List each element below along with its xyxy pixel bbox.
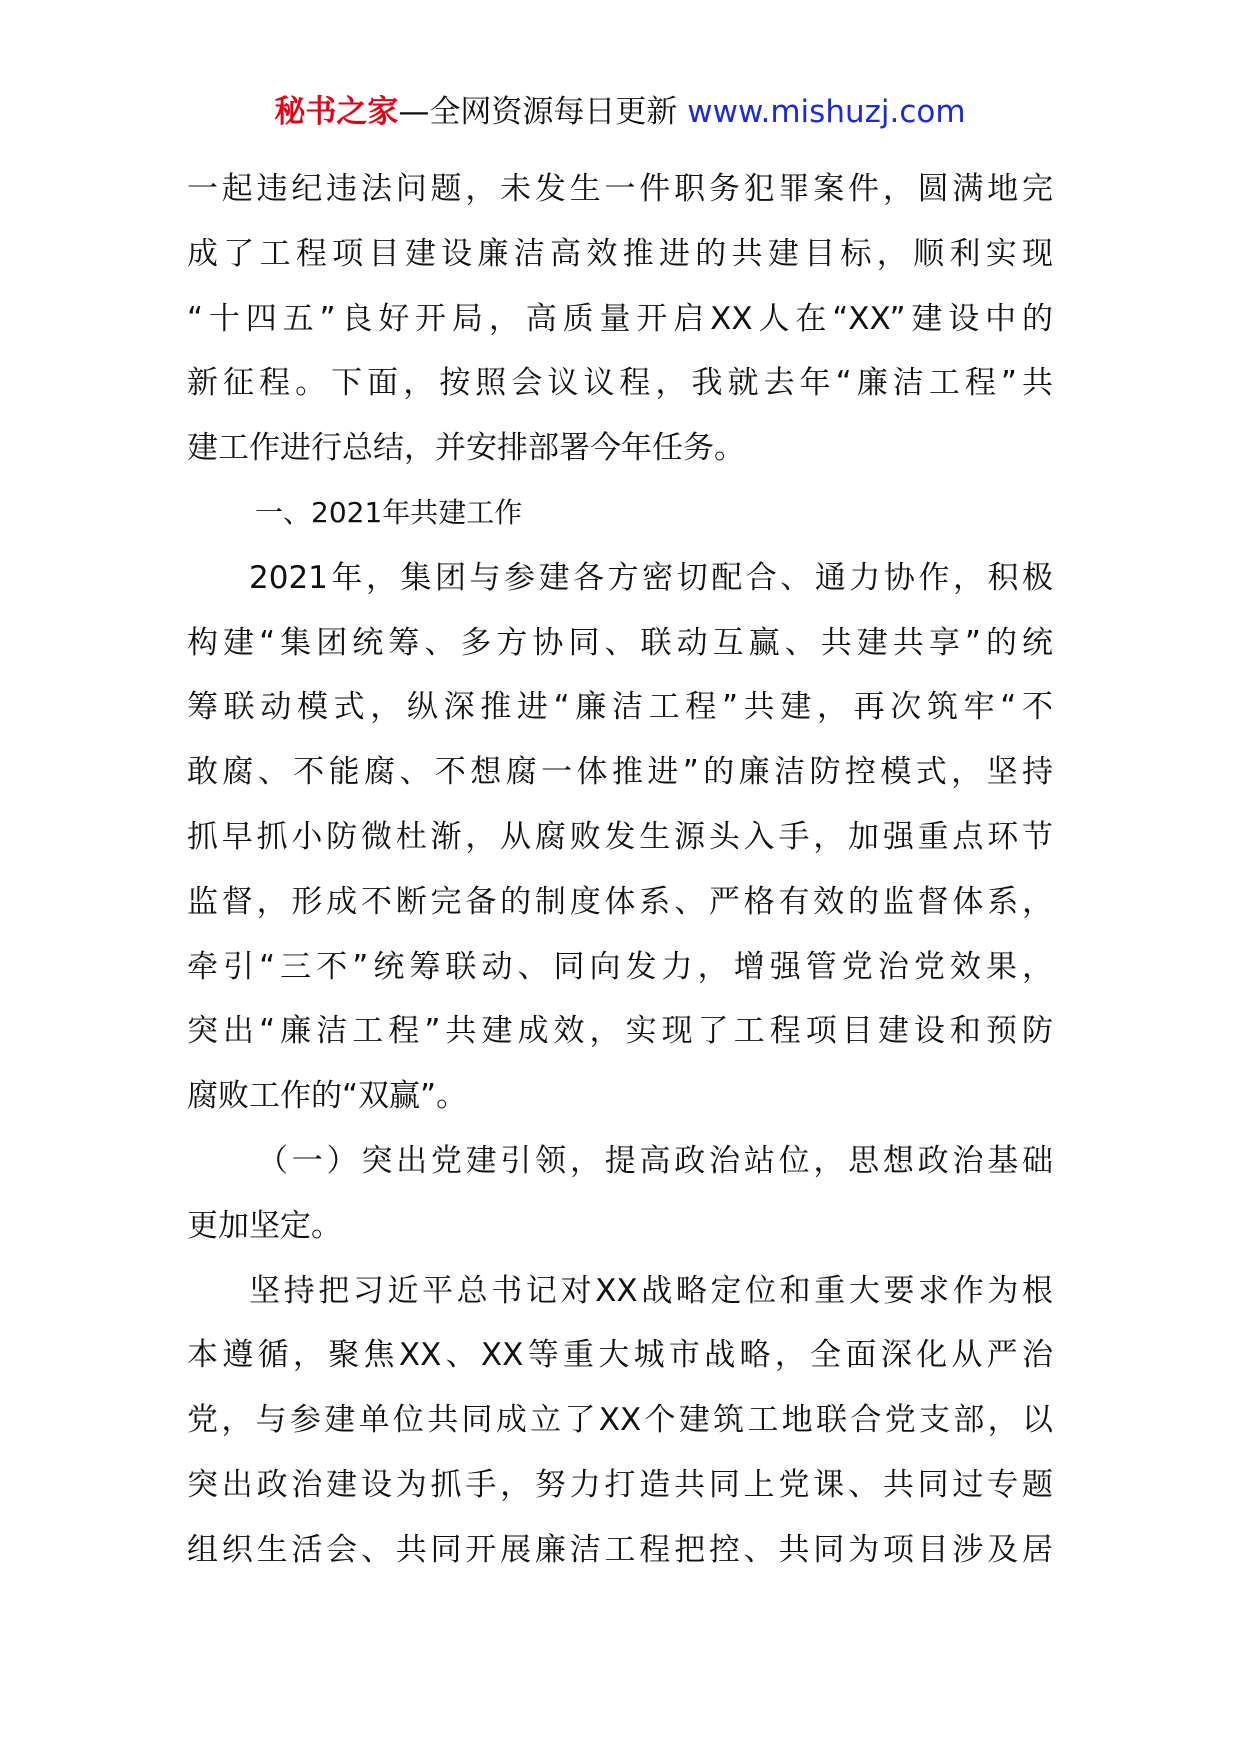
paragraph-line: 筹联动模式，纵深推进“廉洁工程”共建，再次筑牢“不 bbox=[187, 689, 1053, 726]
site-brand: 秘书之家 bbox=[274, 94, 399, 130]
paragraph-line: 组织生活会、共同开展廉洁工程把控、共同为项目涉及居 bbox=[187, 1531, 1053, 1568]
paragraph-line: 构建“集团统筹、多方协同、联动互赢、共建共享”的统 bbox=[187, 624, 1053, 661]
site-url[interactable]: www.mishuzj.com bbox=[687, 94, 966, 130]
subsection-heading-continued: 更加坚定。 bbox=[187, 1207, 342, 1244]
document-body bbox=[187, 157, 1053, 1583]
subsection-heading: （一）突出党建引领，提高政治站位，思想政治基础 bbox=[257, 1142, 1053, 1179]
paragraph-line: 坚持把习近平总书记对XX战略定位和重大要求作为根 bbox=[249, 1272, 1053, 1309]
paragraph-line: 突出“廉洁工程”共建成效，实现了工程项目建设和预防 bbox=[187, 1013, 1053, 1050]
paragraph-line: 牵引“三不”统筹联动、同向发力，增强管党治党效果， bbox=[187, 948, 1053, 985]
paragraph-line: 建工作进行总结，并安排部署今年任务。 bbox=[187, 430, 745, 467]
paragraph-line: 成了工程项目建设廉洁高效推进的共建目标，顺利实现 bbox=[187, 235, 1053, 272]
site-watermark-header bbox=[0, 92, 1240, 132]
paragraph-line: 腐败工作的“双赢”。 bbox=[187, 1078, 468, 1115]
paragraph-line: 突出政治建设为抓手，努力打造共同上党课、共同过专题 bbox=[187, 1466, 1053, 1503]
paragraph-line: 党，与参建单位共同成立了XX个建筑工地联合党支部，以 bbox=[187, 1402, 1053, 1439]
paragraph-line: 新征程。下面，按照会议议程，我就去年“廉洁工程”共 bbox=[187, 365, 1053, 402]
section-heading: 一、2021年共建工作 bbox=[255, 495, 523, 529]
paragraph-line: “十四五”良好开局，高质量开启XX人在“XX”建设中的 bbox=[187, 300, 1053, 337]
paragraph-line: 一起违纪违法问题，未发生一件职务犯罪案件，圆满地完 bbox=[187, 171, 1053, 207]
site-tagline: —全网资源每日更新 bbox=[398, 94, 678, 130]
paragraph-line: 监督，形成不断完备的制度体系、严格有效的监督体系， bbox=[187, 883, 1053, 920]
paragraph-line: 敢腐、不能腐、不想腐一体推进”的廉洁防控模式，坚持 bbox=[187, 754, 1053, 791]
paragraph-line: 本遵循，聚焦XX、XX等重大城市战略，全面深化从严治 bbox=[187, 1337, 1053, 1374]
paragraph-line: 2021年，集团与参建各方密切配合、通力协作，积极 bbox=[249, 559, 1053, 596]
paragraph-line: 抓早抓小防微杜渐，从腐败发生源头入手，加强重点环节 bbox=[187, 818, 1053, 855]
